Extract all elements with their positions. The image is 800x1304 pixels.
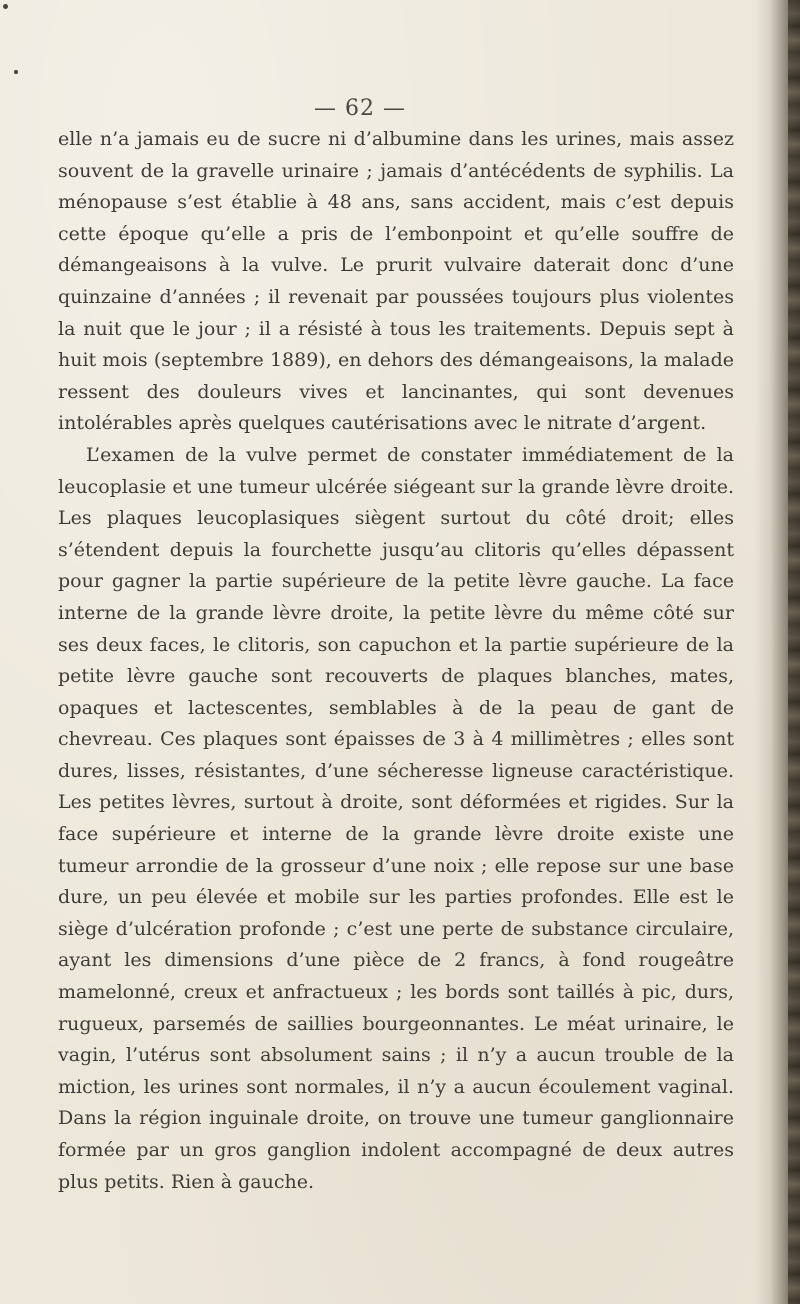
paragraph: elle n’a jamais eu de sucre ni d’albumine dans les urines, mais assez souvent de la gravelle urinaire ; jamais d’antécédents de syphilis. La ménopause s’est établie à 48 ans, sans accident, mais c’est depuis cette époque qu’elle a pris de l’embonpoint et qu’elle souffre de démangeaisons à la vulve. Le prurit vulvaire daterait donc d’une quinzaine d’années ; il revenait par poussées toujours plus violentes la nuit que le jour ; il a résisté à tous les traitements. Depuis sept à huit mois (septembre 1889), en dehors des démangeaisons, la malade ressent des douleurs vives et lancinantes, qui sont devenues intolérables après quelques cautérisations avec le nitrate d’argent. bbox=[58, 128, 734, 435]
ink-speck bbox=[3, 4, 8, 9]
body-text bbox=[58, 124, 734, 1198]
page-number: — 62 — bbox=[314, 96, 406, 121]
page-binding-edge bbox=[788, 0, 800, 1304]
paragraph: L’examen de la vulve permet de constater immédiatement de la leucoplasie et une tumeur ulcérée siégeant sur la grande lèvre droite. Les plaques leucoplasiques siègent surtout du côté droit; elles s’étendent depuis la fourchette jusqu’au clitoris qu’elles dépassent pour gagner la partie supérieure de la petite lèvre gauche. La face interne de la grande lèvre droite, la petite lèvre du même côté sur ses deux faces, le clitoris, son capuchon et la partie supérieure de la petite lèvre gauche sont recouverts de plaques blanches, mates, opaques et lactescentes, semblables à de la peau de gant de chevreau. Ces plaques sont épaisses de 3 à 4 millimètres ; elles sont dures, lisses, résistantes, d’une sécheresse ligneuse caractéristique. Les petites lèvres, surtout à droite, sont déformées et rigides. Sur la face supérieure et interne de la grande lèvre droite existe une tumeur arrondie de la grosseur d’une noix ; elle repose sur une base dure, un peu élevée et mobile sur les parties profondes. Elle est le siège d’ulcération profonde ; c’est une perte de substance circulaire, ayant les dimensions d’une pièce de 2 francs, à fond rougeâtre mamelonné, creux et anfractueux ; les bords sont taillés à pic, durs, rugueux, parsemés de saillies bourgeonnantes. Le méat urinaire, le vagin, l’utérus sont absolument sains ; il n’y a aucun trouble de la miction, les urines sont normales, il n’y a aucun écoulement vaginal. Dans la région inguinale droite, on trouve une tumeur ganglionnaire formée par un gros ganglion indolent accompagné de deux autres plus petits. Rien à gauche. bbox=[58, 443, 734, 1193]
ink-speck bbox=[14, 70, 18, 74]
